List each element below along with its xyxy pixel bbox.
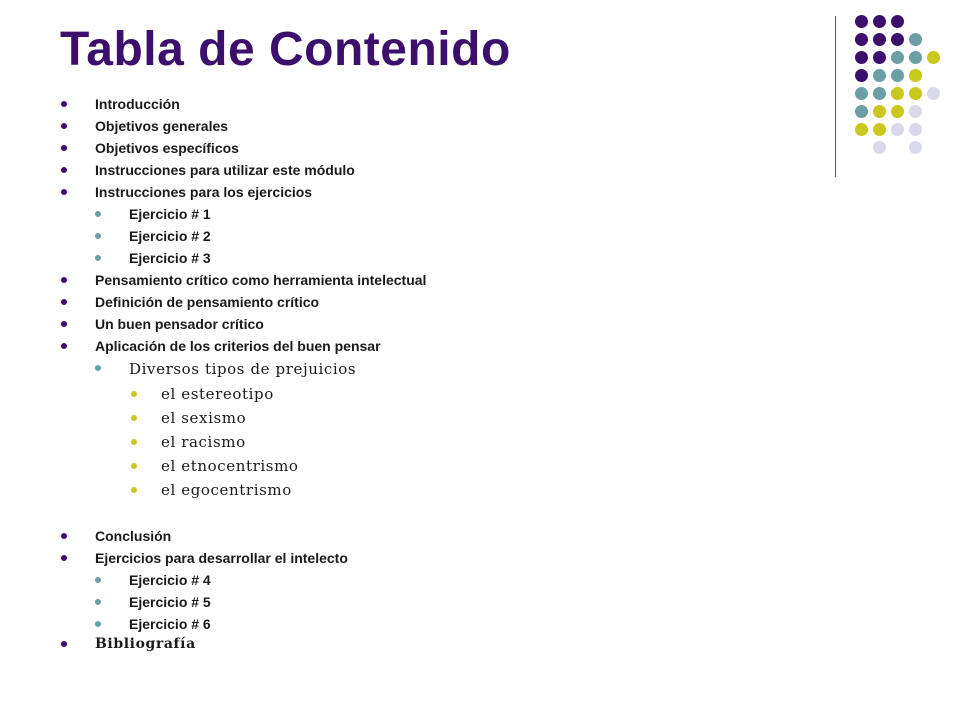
bullet-icon bbox=[95, 255, 101, 261]
bullet-icon bbox=[61, 555, 67, 561]
bullet-icon bbox=[95, 621, 101, 627]
toc-item-label: Definición de pensamiento crítico bbox=[95, 294, 320, 310]
bullet-icon bbox=[61, 145, 67, 151]
decorative-dot bbox=[891, 123, 904, 136]
toc-item-label: Introducción bbox=[95, 96, 180, 112]
bullet-icon bbox=[61, 167, 67, 173]
bullet-icon bbox=[131, 391, 137, 397]
toc-item-label: el racismo bbox=[161, 433, 246, 451]
toc-item-label: Aplicación de los criterios del buen pensar bbox=[95, 338, 381, 354]
decorative-dot bbox=[873, 51, 886, 64]
bullet-icon bbox=[131, 487, 137, 493]
decorative-dot bbox=[855, 33, 868, 46]
toc-item-label: Pensamiento crítico como herramienta intelectual bbox=[95, 272, 427, 288]
decorative-dot bbox=[909, 105, 922, 118]
decorative-dot bbox=[873, 15, 886, 28]
bullet-icon bbox=[61, 189, 67, 195]
decorative-dot bbox=[909, 87, 922, 100]
bullet-icon bbox=[131, 415, 137, 421]
toc-item-label: el egocentrismo bbox=[161, 481, 292, 499]
decorative-dot bbox=[855, 69, 868, 82]
bullet-icon bbox=[95, 365, 101, 371]
decorative-dot bbox=[855, 87, 868, 100]
bullet-icon bbox=[131, 463, 137, 469]
divider-line bbox=[835, 16, 836, 177]
toc-item-label: Ejercicio # 3 bbox=[129, 250, 211, 266]
bullet-icon bbox=[95, 211, 101, 217]
decorative-dot bbox=[873, 69, 886, 82]
bullet-icon bbox=[131, 439, 137, 445]
toc-item-label: Instrucciones para utilizar este módulo bbox=[95, 162, 355, 178]
decorative-dot bbox=[855, 51, 868, 64]
decorative-dot bbox=[873, 87, 886, 100]
decorative-dot bbox=[855, 123, 868, 136]
toc-item-label: Ejercicio # 4 bbox=[129, 572, 211, 588]
decorative-dot bbox=[855, 105, 868, 118]
decorative-dot bbox=[891, 33, 904, 46]
toc-item-label: Ejercicio # 6 bbox=[129, 616, 211, 632]
decorative-dot bbox=[927, 51, 940, 64]
decorative-dot bbox=[909, 141, 922, 154]
bullet-icon bbox=[61, 641, 67, 647]
decorative-dot bbox=[873, 105, 886, 118]
toc-item-label: el etnocentrismo bbox=[161, 457, 299, 475]
bullet-icon bbox=[61, 533, 67, 539]
decorative-dot bbox=[855, 15, 868, 28]
decorative-dot bbox=[891, 51, 904, 64]
decorative-dot bbox=[909, 51, 922, 64]
toc-item-label: Bibliografía bbox=[95, 636, 196, 652]
decorative-dot bbox=[873, 123, 886, 136]
toc-item-label: el estereotipo bbox=[161, 385, 274, 403]
bullet-icon bbox=[95, 233, 101, 239]
decorative-dot bbox=[891, 69, 904, 82]
bullet-icon bbox=[61, 321, 67, 327]
toc-item-label: Diversos tipos de prejuicios bbox=[129, 360, 357, 378]
decorative-dot bbox=[909, 33, 922, 46]
decorative-dot bbox=[891, 87, 904, 100]
decorative-dot bbox=[873, 33, 886, 46]
decorative-dot bbox=[909, 123, 922, 136]
toc-item-label: Ejercicios para desarrollar el intelecto bbox=[95, 550, 348, 566]
toc-item-label: Objetivos específicos bbox=[95, 140, 239, 156]
bullet-icon bbox=[61, 123, 67, 129]
bullet-icon bbox=[61, 299, 67, 305]
decorative-dot bbox=[873, 141, 886, 154]
toc-item-label: Ejercicio # 1 bbox=[129, 206, 211, 222]
decorative-dot bbox=[927, 87, 940, 100]
decorative-dot bbox=[909, 69, 922, 82]
page-title: Tabla de Contenido bbox=[60, 23, 511, 76]
bullet-icon bbox=[61, 101, 67, 107]
bullet-icon bbox=[95, 599, 101, 605]
toc-item-label: Instrucciones para los ejercicios bbox=[95, 184, 313, 200]
toc-item-label: Ejercicio # 5 bbox=[129, 594, 211, 610]
toc-item-label: Conclusión bbox=[95, 528, 172, 544]
bullet-icon bbox=[61, 277, 67, 283]
toc-item-label: el sexismo bbox=[161, 409, 247, 427]
decorative-dot bbox=[891, 15, 904, 28]
bullet-icon bbox=[95, 577, 101, 583]
toc-item-label: Ejercicio # 2 bbox=[129, 228, 211, 244]
toc-item-label: Un buen pensador crítico bbox=[95, 316, 264, 332]
toc-item-label: Objetivos generales bbox=[95, 118, 229, 134]
bullet-icon bbox=[61, 343, 67, 349]
decorative-dot bbox=[891, 105, 904, 118]
